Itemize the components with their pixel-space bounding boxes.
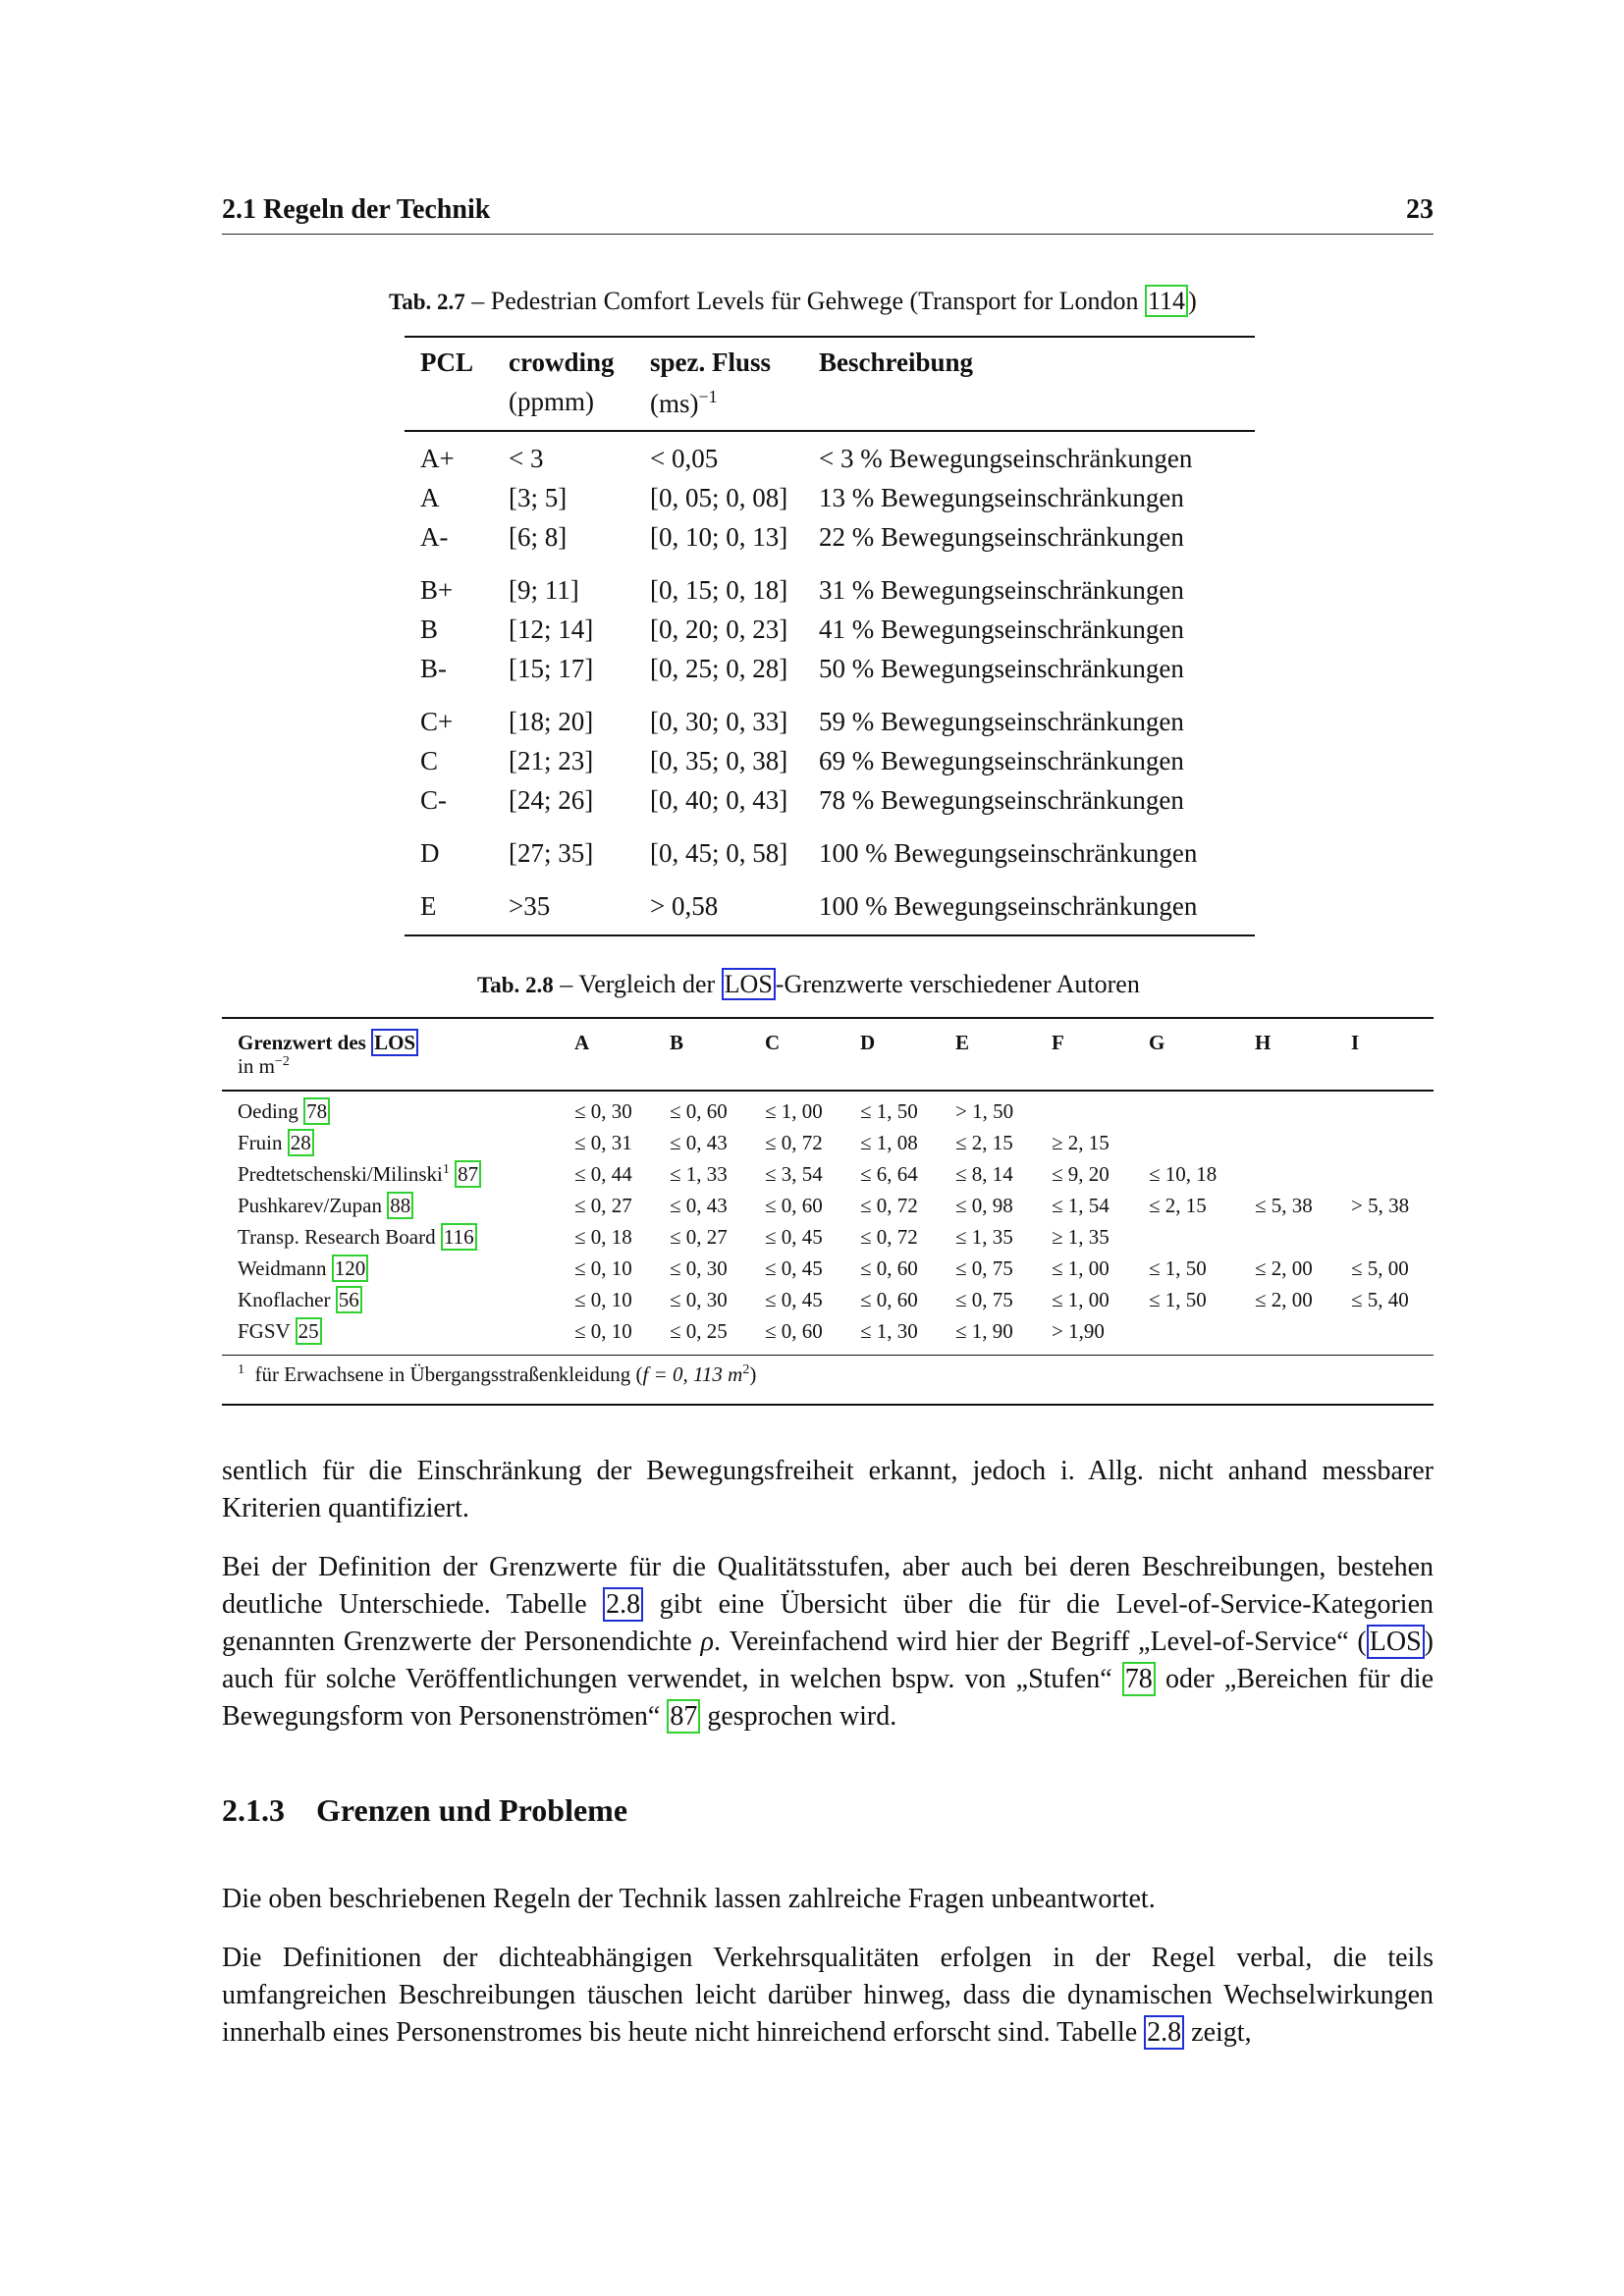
los-link[interactable]: LOS <box>722 968 776 1000</box>
table-2-7 <box>405 336 1255 936</box>
cell-pcl: B <box>420 614 439 644</box>
threshold-cell: ≤ 0, 72 <box>765 1131 823 1154</box>
cell-crowding: [3; 5] <box>509 483 568 512</box>
citation-link[interactable]: 87 <box>667 1699 700 1734</box>
cell-flow: [0, 45; 0, 58] <box>650 838 788 868</box>
threshold-cell: ≤ 0, 10 <box>574 1288 632 1311</box>
threshold-cell: ≤ 0, 75 <box>955 1256 1013 1280</box>
paragraph-2: Bei der Definition der Grenzwerte für die Qualitätsstufen, aber auch bei deren Beschreibungen, bestehen deutliche Unterschiede. Tabelle 2.8 gibt eine Übersicht über die für die Level-of-Service-Kategorien genannten Grenzwerte der Personendichte ρ. Vereinfachend wird hier der Begriff „Level-of-Service“ ( LOS ) auch für solche Veröffentlichungen verwendet, in welchen bspw. von „Stufen“ 78 oder „Bereichen für die Bewegungsform von Personenströmen“ 87 gesprochen wird. <box>222 1552 1435 1732</box>
threshold-cell: ≤ 1, 00 <box>1052 1256 1110 1280</box>
threshold-cell: ≤ 2, 00 <box>1255 1288 1313 1311</box>
caption-text: – Pedestrian Comfort Levels für Gehwege (Transport for London <box>471 287 1146 315</box>
threshold-cell: ≤ 0, 27 <box>574 1194 632 1217</box>
threshold-cell: ≤ 1, 54 <box>1052 1194 1110 1217</box>
citation-link[interactable]: 116 <box>441 1223 477 1251</box>
los-link[interactable]: LOS <box>1367 1625 1425 1659</box>
cell-pcl: B- <box>420 654 447 683</box>
col-header-grenzwert: Grenzwert des LOS <box>238 1031 418 1055</box>
cell-description: 41 % Bewegungseinschränkungen <box>819 614 1184 644</box>
cell-crowding: [21; 23] <box>509 746 594 775</box>
cell-crowding: [9; 11] <box>509 575 579 605</box>
col-header-pcl: PCL <box>420 347 473 377</box>
table-2-8-caption <box>477 970 1140 999</box>
cell-description: 69 % Bewegungseinschränkungen <box>819 746 1184 775</box>
table-top-rule <box>222 1017 1434 1019</box>
cell-pcl: B+ <box>420 575 454 605</box>
threshold-cell: ≤ 10, 18 <box>1149 1162 1218 1186</box>
cell-crowding: [27; 35] <box>509 838 594 868</box>
citation-link[interactable]: 56 <box>336 1286 362 1313</box>
table-bottom-rule <box>405 934 1255 936</box>
threshold-cell: ≤ 0, 10 <box>574 1319 632 1343</box>
author-cell: Transp. Research Board 116 <box>238 1225 477 1250</box>
table-ref-link[interactable]: 2.8 <box>1144 2015 1184 2050</box>
author-cell: Fruin 28 <box>238 1131 314 1155</box>
threshold-cell: ≤ 0, 31 <box>574 1131 632 1154</box>
cell-pcl: A <box>420 483 440 512</box>
threshold-cell: ≤ 0, 75 <box>955 1288 1013 1311</box>
threshold-cell: ≤ 1, 33 <box>670 1162 728 1186</box>
threshold-cell: ≤ 0, 72 <box>860 1225 918 1249</box>
threshold-cell: ≤ 0, 43 <box>670 1194 728 1217</box>
threshold-cell: ≥ 2, 15 <box>1052 1131 1110 1154</box>
table-mid-rule <box>222 1090 1434 1092</box>
col-header-crowding-unit: (ppmm) <box>509 387 594 416</box>
cell-flow: [0, 25; 0, 28] <box>650 654 788 683</box>
cell-description: 13 % Bewegungseinschränkungen <box>819 483 1184 512</box>
author-cell: Weidmann 120 <box>238 1256 368 1281</box>
threshold-cell: ≤ 0, 45 <box>765 1225 823 1249</box>
threshold-cell: ≤ 0, 72 <box>860 1194 918 1217</box>
caption-end: ) <box>1188 287 1197 315</box>
threshold-cell: ≤ 1, 50 <box>860 1099 918 1123</box>
caption-label: Tab. 2.7 <box>389 290 465 314</box>
threshold-cell: ≤ 1, 30 <box>860 1319 918 1343</box>
cell-pcl: C- <box>420 785 447 815</box>
table-top-rule <box>405 336 1255 338</box>
threshold-cell: ≤ 6, 64 <box>860 1162 918 1186</box>
section-number: 2.1.3 <box>222 1792 285 1828</box>
cell-flow: [0, 15; 0, 18] <box>650 575 788 605</box>
table-footnote-rule <box>222 1355 1434 1356</box>
cell-description: 100 % Bewegungseinschränkungen <box>819 838 1198 868</box>
author-cell: Oeding 78 <box>238 1099 330 1124</box>
threshold-cell: ≤ 1, 00 <box>1052 1288 1110 1311</box>
col-header-level: G <box>1149 1031 1165 1054</box>
threshold-cell: ≤ 0, 30 <box>670 1288 728 1311</box>
cell-crowding: < 3 <box>509 444 544 473</box>
table-footnote: $^1$ für Erwachsene in Übergangsstraßenkleidung (f = 0, 113 $m^2$) <box>238 1362 757 1386</box>
table-2-8 <box>222 1017 1434 1406</box>
citation-link[interactable]: 25 <box>296 1317 322 1345</box>
cell-pcl: D <box>420 838 440 868</box>
threshold-cell: ≥ 1, 35 <box>1052 1225 1110 1249</box>
threshold-cell: ≤ 0, 60 <box>860 1256 918 1280</box>
author-cell: Pushkarev/Zupan 88 <box>238 1194 413 1218</box>
threshold-cell: ≤ 1, 08 <box>860 1131 918 1154</box>
threshold-cell: ≤ 0, 43 <box>670 1131 728 1154</box>
caption-text-end: -Grenzwerte verschiedener Autoren <box>775 970 1140 998</box>
threshold-cell: ≤ 5, 38 <box>1255 1194 1313 1217</box>
threshold-cell: ≤ 0, 30 <box>670 1256 728 1280</box>
cell-pcl: C <box>420 746 439 775</box>
threshold-cell: ≤ 1, 50 <box>1149 1256 1207 1280</box>
threshold-cell: ≤ 1, 35 <box>955 1225 1013 1249</box>
col-header-level: I <box>1351 1031 1360 1054</box>
caption-text: – Vergleich der <box>560 970 722 998</box>
col-header-description: Beschreibung <box>819 347 974 377</box>
cell-description: 100 % Bewegungseinschränkungen <box>819 891 1198 921</box>
cell-crowding: [18; 20] <box>509 707 594 736</box>
col-header-level: F <box>1052 1031 1064 1054</box>
table-2-7-caption <box>389 287 1197 316</box>
threshold-cell: ≤ 0, 45 <box>765 1288 823 1311</box>
threshold-cell: ≤ 2, 15 <box>955 1131 1013 1154</box>
cell-pcl: E <box>420 891 437 921</box>
caption-label: Tab. 2.8 <box>477 973 554 997</box>
citation-link[interactable]: 88 <box>387 1192 413 1219</box>
paragraph-4: Die Definitionen der dichteabhängigen Verkehrsqualitäten erfolgen in der Regel verbal, die teils umfangreichen Beschreibungen täuschen leicht darüber hinweg, dass die dynamischen Wechselwirkungen innerhalb eines Personenstromes bis heute nicht hinreichend erforscht sind. Tabelle 2.8 zeigt, <box>222 1943 1434 2048</box>
cell-pcl: A+ <box>420 444 455 473</box>
threshold-cell: ≤ 0, 25 <box>670 1319 728 1343</box>
threshold-cell: ≤ 0, 10 <box>574 1256 632 1280</box>
col-header-flow-unit: (ms)$^{-1}$ <box>650 387 718 418</box>
cell-flow: [0, 05; 0, 08] <box>650 483 788 512</box>
threshold-cell: ≤ 0, 60 <box>765 1194 823 1217</box>
threshold-cell: ≤ 1, 50 <box>1149 1288 1207 1311</box>
cell-crowding: [12; 14] <box>509 614 594 644</box>
threshold-cell: ≤ 9, 20 <box>1052 1162 1110 1186</box>
cell-flow: [0, 40; 0, 43] <box>650 785 788 815</box>
cell-description: 31 % Bewegungseinschränkungen <box>819 575 1184 605</box>
threshold-cell: ≤ 2, 00 <box>1255 1256 1313 1280</box>
running-header <box>222 194 1434 235</box>
cell-pcl: C+ <box>420 707 454 736</box>
cell-description: 78 % Bewegungseinschränkungen <box>819 785 1184 815</box>
col-header-level: A <box>574 1031 590 1054</box>
threshold-cell: ≤ 0, 60 <box>670 1099 728 1123</box>
los-link[interactable]: LOS <box>371 1029 418 1056</box>
threshold-cell: ≤ 2, 15 <box>1149 1194 1207 1217</box>
author-cell: Predtetschenski/Milinski$^1$ 87 <box>238 1162 481 1187</box>
paragraph-3: Die oben beschriebenen Regeln der Technik lassen zahlreiche Fragen unbeantwortet. <box>222 1884 1156 1914</box>
threshold-cell: ≤ 0, 60 <box>860 1288 918 1311</box>
col-header-unit: in $m^{-2}$ <box>238 1054 290 1078</box>
threshold-cell: ≤ 0, 30 <box>574 1099 632 1123</box>
threshold-cell: > 1, 50 <box>955 1099 1014 1123</box>
threshold-cell: ≤ 1, 90 <box>955 1319 1013 1343</box>
citation-link[interactable]: 28 <box>288 1129 314 1156</box>
threshold-cell: ≤ 0, 60 <box>765 1319 823 1343</box>
citation-link[interactable]: 78 <box>303 1097 330 1125</box>
threshold-cell: ≤ 0, 27 <box>670 1225 728 1249</box>
threshold-cell: ≤ 5, 00 <box>1351 1256 1409 1280</box>
section-title: Grenzen und Probleme <box>316 1792 628 1828</box>
cell-flow: > 0,58 <box>650 891 719 921</box>
cell-description: 59 % Bewegungseinschränkungen <box>819 707 1184 736</box>
citation-link[interactable]: 114 <box>1145 285 1188 317</box>
cell-flow: [0, 20; 0, 23] <box>650 614 788 644</box>
cell-flow: [0, 35; 0, 38] <box>650 746 788 775</box>
table-ref-link[interactable]: 2.8 <box>603 1587 643 1622</box>
citation-link[interactable]: 87 <box>455 1160 481 1188</box>
citation-link[interactable]: 78 <box>1122 1662 1156 1696</box>
threshold-cell: ≤ 0, 44 <box>574 1162 632 1186</box>
cell-pcl: A- <box>420 522 449 552</box>
table-bottom-rule <box>222 1404 1434 1406</box>
threshold-cell: > 5, 38 <box>1351 1194 1410 1217</box>
col-header-level: B <box>670 1031 684 1054</box>
cell-description: < 3 % Bewegungseinschränkungen <box>819 444 1193 473</box>
threshold-cell: ≤ 3, 54 <box>765 1162 823 1186</box>
author-cell: FGSV 25 <box>238 1319 322 1344</box>
page-number: 23 <box>1406 194 1434 225</box>
threshold-cell: ≤ 0, 45 <box>765 1256 823 1280</box>
cell-crowding: [6; 8] <box>509 522 568 552</box>
cell-description: 22 % Bewegungseinschränkungen <box>819 522 1184 552</box>
cell-flow: [0, 30; 0, 33] <box>650 707 788 736</box>
col-header-crowding: crowding <box>509 347 615 377</box>
col-header-level: D <box>860 1031 876 1054</box>
citation-link[interactable]: 120 <box>332 1255 369 1282</box>
paragraph-1: sentlich für die Einschränkung der Bewegungsfreiheit erkannt, jedoch i. Allg. nicht anhand messbarer Kriterien quantifiziert. <box>222 1456 1434 1523</box>
author-cell: Knoflacher 56 <box>238 1288 362 1312</box>
threshold-cell: ≤ 0, 18 <box>574 1225 632 1249</box>
col-header-level: H <box>1255 1031 1272 1054</box>
cell-crowding: >35 <box>509 891 551 921</box>
table-mid-rule <box>405 430 1255 432</box>
threshold-cell: > 1,90 <box>1052 1319 1105 1343</box>
threshold-cell: ≤ 1, 00 <box>765 1099 823 1123</box>
threshold-cell: ≤ 0, 98 <box>955 1194 1013 1217</box>
cell-flow: < 0,05 <box>650 444 719 473</box>
threshold-cell: ≤ 5, 40 <box>1351 1288 1409 1311</box>
cell-flow: [0, 10; 0, 13] <box>650 522 788 552</box>
cell-description: 50 % Bewegungseinschränkungen <box>819 654 1184 683</box>
col-header-level: E <box>955 1031 970 1054</box>
section-heading <box>222 1792 627 1829</box>
col-header-level: C <box>765 1031 781 1054</box>
rho-symbol: ρ <box>700 1627 714 1657</box>
header-section-title: 2.1 Regeln der Technik <box>222 194 491 225</box>
cell-crowding: [15; 17] <box>509 654 594 683</box>
cell-crowding: [24; 26] <box>509 785 594 815</box>
col-header-flow: spez. Fluss <box>650 347 772 377</box>
threshold-cell: ≤ 8, 14 <box>955 1162 1013 1186</box>
